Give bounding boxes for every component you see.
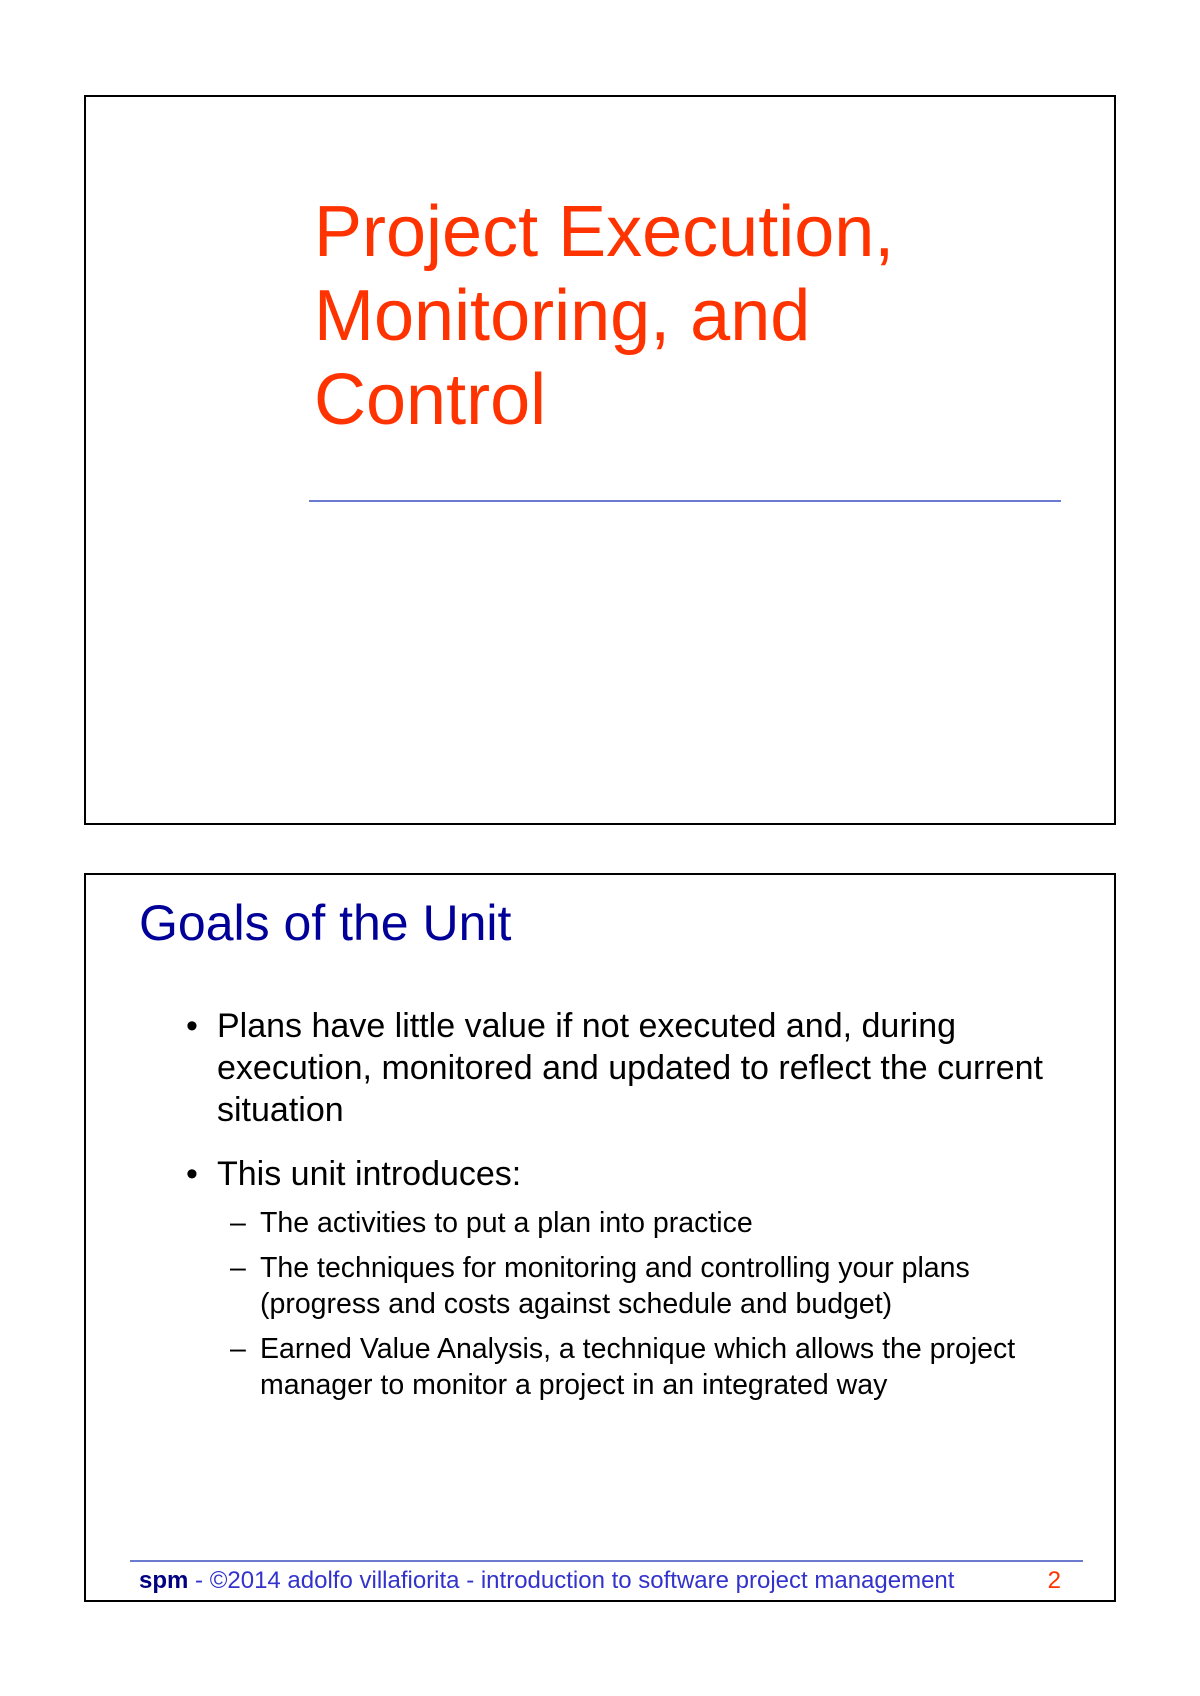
bullet-marker: • (186, 1155, 198, 1193)
sub-bullet-marker: – (230, 1252, 246, 1284)
sub-bullet-marker: – (230, 1207, 246, 1239)
sub-bullet-list (230, 1205, 1086, 1403)
sub-bullet-item (230, 1250, 1086, 1322)
bullet-text: Plans have little value if not executed and, during execution, monitored and updated to reflect the current situation (217, 1007, 1043, 1129)
slide-heading: Goals of the Unit (139, 895, 512, 951)
page-number: 2 (1047, 1567, 1061, 1594)
sub-bullet-text: The techniques for monitoring and controlling your plans (progress and costs against schedule and budget) (260, 1252, 970, 1320)
slide-title-page (84, 95, 1116, 825)
bullet-list (186, 1005, 1086, 1403)
footer-divider (130, 1560, 1083, 1562)
presentation-title: Project Execution, Monitoring, and Control (314, 192, 895, 440)
slide-goals (84, 873, 1116, 1602)
sub-bullet-text: Earned Value Analysis, a technique which allows the project manager to monitor a project in an integrated way (260, 1333, 1016, 1401)
slide-footer (139, 1567, 954, 1595)
sub-bullet-marker: – (230, 1333, 246, 1365)
bullet-text: This unit introduces: (217, 1155, 522, 1193)
sub-bullet-item (230, 1205, 1086, 1241)
footer-text: - ©2014 adolfo villafiorita - introduction to software project management (195, 1567, 955, 1594)
bullet-item (186, 1005, 1086, 1131)
sub-bullet-item (230, 1331, 1086, 1403)
title-divider (309, 500, 1061, 502)
bullet-item (186, 1153, 1086, 1403)
bullet-marker: • (186, 1007, 198, 1045)
sub-bullet-text: The activities to put a plan into practice (260, 1207, 753, 1239)
footer-brand: spm (139, 1567, 189, 1594)
